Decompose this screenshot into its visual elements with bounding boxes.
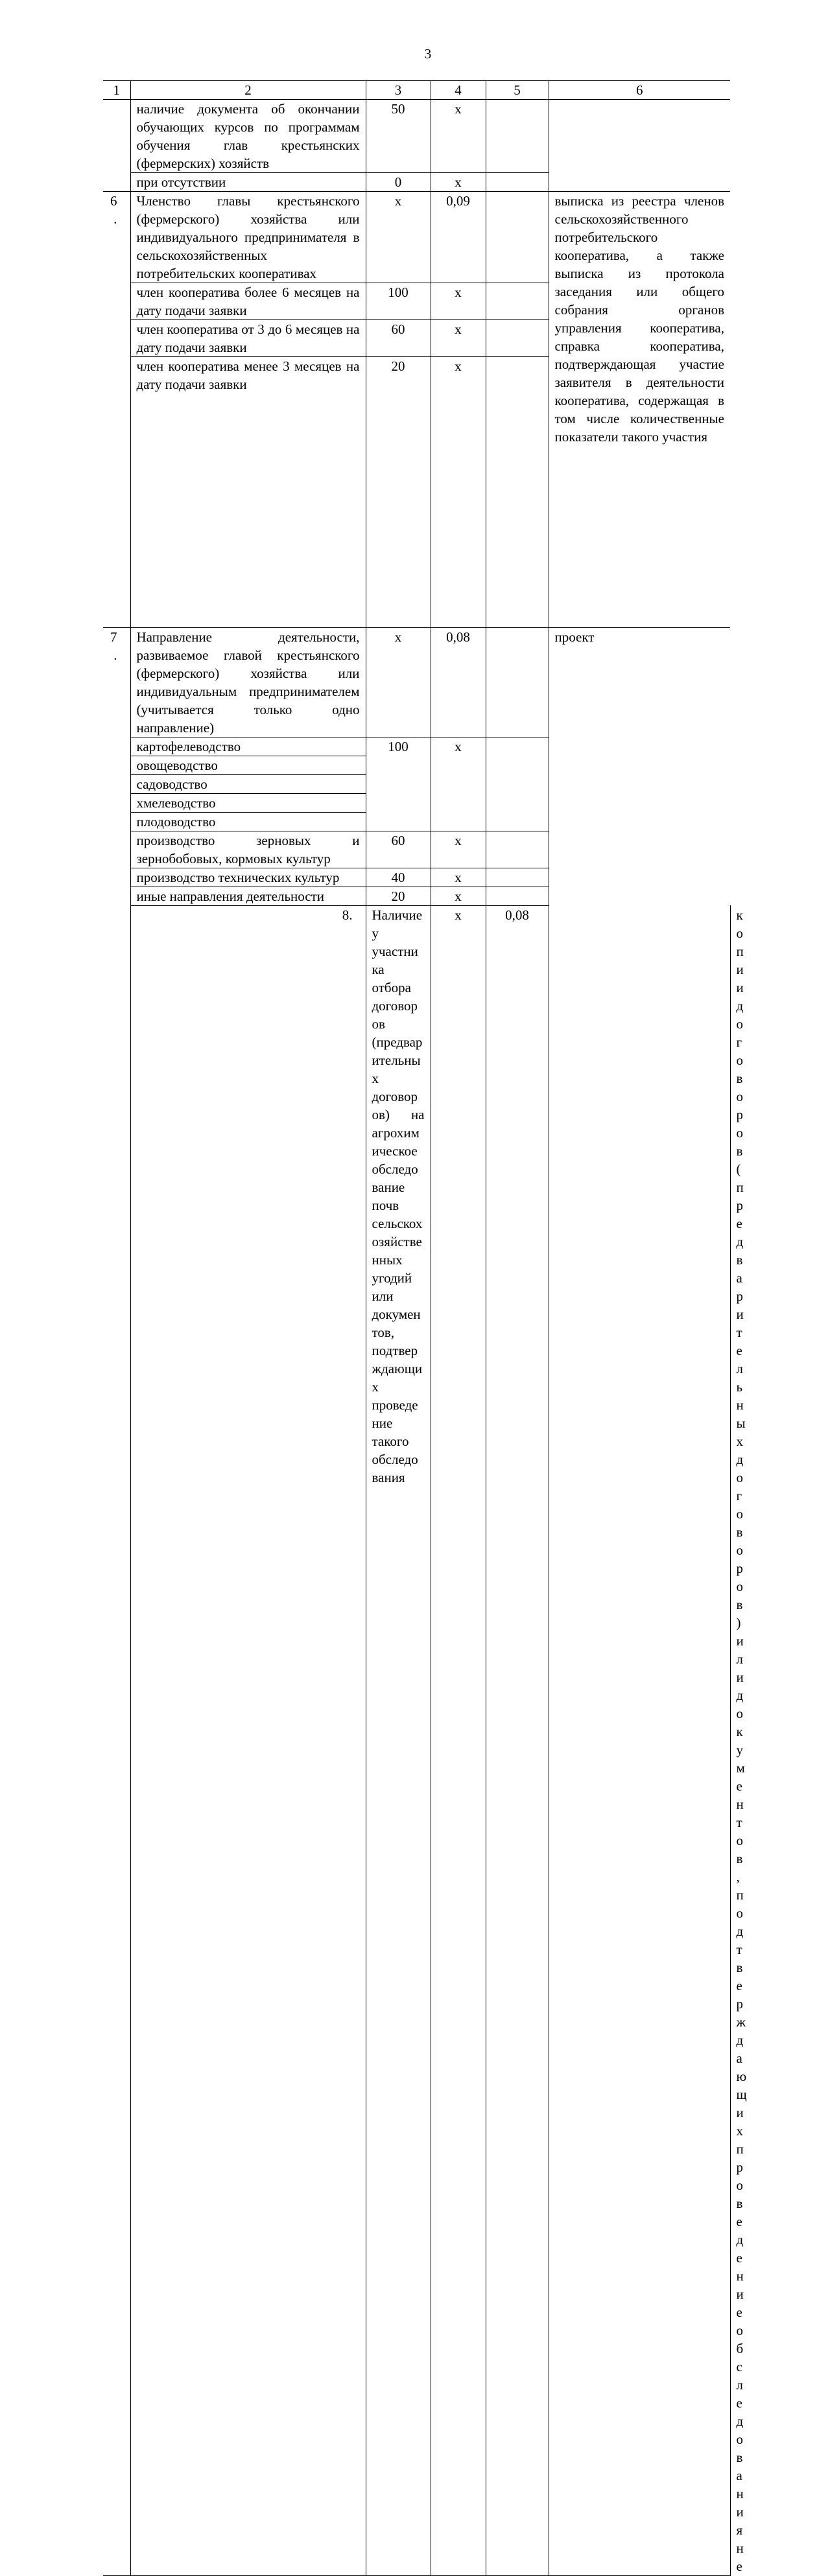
row-number: 7. [103, 628, 130, 2576]
header-cell: 2 [130, 81, 366, 100]
empty-cell [486, 887, 549, 906]
row-number-cell [103, 173, 130, 192]
table-row [103, 192, 730, 283]
empty-cell [486, 357, 549, 628]
weight-cell: х [431, 100, 486, 173]
criterion-title: Направление деятельности, развиваемое главой крестьянского (фермерского) хозяйства или индивидуальным предпринимателем (учитывается только одно направление) [130, 628, 366, 737]
row-number: 8. [130, 906, 366, 2576]
row-number: 6. [103, 192, 130, 628]
weight-cell: х [431, 320, 486, 357]
criterion-text: производство технических культур [130, 868, 366, 887]
header-cell: 4 [431, 81, 486, 100]
criterion-text: член кооператива менее 3 месяцев на дату подачи заявки [130, 357, 366, 628]
row-number-cell [103, 100, 130, 173]
weight-cell: х [431, 283, 486, 320]
score-cell: 60 [366, 320, 431, 357]
score-cell: х [366, 628, 431, 737]
weight-cell: 0,09 [431, 192, 486, 283]
score-cell: 100 [366, 737, 431, 831]
criterion-text: наличие документа об окончании обучающих курсов по программам обучения глав крестьянских (фермерских) хозяйств [130, 100, 366, 173]
criterion-text: член кооператива от 3 до 6 месяцев на дату подачи заявки [130, 320, 366, 357]
table-header-row [103, 81, 730, 100]
header-cell: 5 [486, 81, 549, 100]
weight-cell: х [431, 887, 486, 906]
document-cell: проект [549, 628, 730, 2576]
criterion-title: Членство главы крестьянского (фермерского) хозяйства или индивидуального предпринимателя в сельскохозяйственных потребительских кооперативах [130, 192, 366, 283]
empty-cell [486, 173, 549, 192]
weight-cell: х [431, 737, 486, 831]
weight-cell: х [431, 173, 486, 192]
score-cell: х [366, 192, 431, 283]
empty-cell [486, 868, 549, 887]
score-cell: 20 [366, 357, 431, 628]
score-cell: 100 [366, 283, 431, 320]
empty-cell [486, 737, 549, 831]
criterion-title: Наличие у участника отбора договоров (предварительных договоров) на агрохимическое обследование почв сельскохозяйственных угодий или документов, подтверждающих проведение такого обследования [366, 906, 431, 2576]
criterion-text: производство зерновых и зернобобовых, кормовых культур [130, 831, 366, 868]
criteria-table [103, 80, 747, 2576]
header-cell: 3 [366, 81, 431, 100]
empty-cell [486, 831, 549, 868]
criterion-text: член кооператива более 6 месяцев на дату подачи заявки [130, 283, 366, 320]
header-cell: 1 [103, 81, 130, 100]
table-row: 8. Наличие у участника отбора договоров (предварительных договоров) на агрохимическое обследование почв сельскохозяйственных угодий или документов, подтверждающих проведение такого обследования х 0,08 копии договоров (предварительных договоров) или документов, подтверждающих проведение обследования не [103, 906, 730, 2576]
document-cell: выписка из реестра членов сельскохозяйственного потребительского кооператива, а также выписка из протокола заседания или общего собрания органов управления кооператива, справка кооператива, подтверждающая участие заявителя в деятельности кооператива, содержащая в том числе количественные показатели такого участия [549, 192, 730, 628]
table-row [103, 628, 730, 737]
page-number: 3 [424, 46, 432, 62]
criterion-text: овощеводство [130, 756, 366, 775]
score-cell: 50 [366, 100, 431, 173]
score-cell: 0 [366, 173, 431, 192]
criterion-text: садоводство [130, 775, 366, 794]
table-row [103, 100, 730, 173]
criterion-text: при отсутствии [130, 173, 366, 192]
empty-cell [486, 283, 549, 320]
empty-cell [486, 100, 549, 173]
weight-cell: 0,08 [486, 906, 549, 2576]
score-cell: 60 [366, 831, 431, 868]
weight-cell: х [431, 357, 486, 628]
score-cell: х [431, 906, 486, 2576]
score-cell: 40 [366, 868, 431, 887]
score-cell: 20 [366, 887, 431, 906]
empty-cell [486, 192, 549, 283]
weight-cell: х [431, 831, 486, 868]
empty-cell [486, 320, 549, 357]
header-cell: 6 [549, 81, 730, 100]
criterion-text: хмелеводство [130, 794, 366, 813]
criterion-text: иные направления деятельности [130, 887, 366, 906]
criterion-text: плодоводство [130, 813, 366, 831]
weight-cell: х [431, 868, 486, 887]
criterion-text: картофелеводство [130, 737, 366, 756]
document-cell [549, 100, 730, 192]
empty-cell [486, 628, 549, 737]
weight-cell: 0,08 [431, 628, 486, 737]
